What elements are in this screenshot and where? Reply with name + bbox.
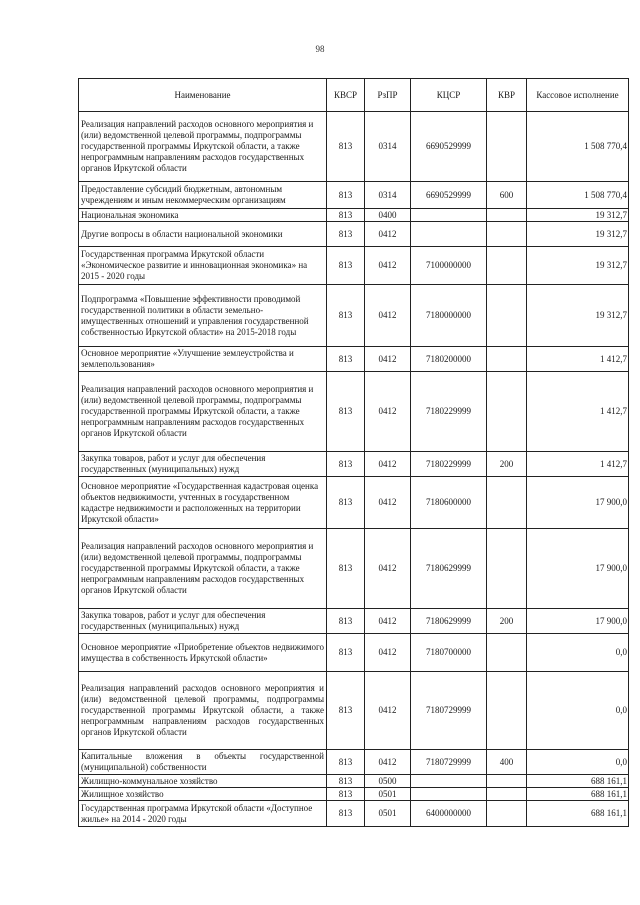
budget-table (78, 78, 629, 827)
row-rzpr: 0412 (365, 477, 411, 529)
row-name: Предоставление субсидий бюджетным, автономным учреждениям и иным некоммерческим организациям (79, 182, 327, 209)
row-name: Жилищно-коммунальное хозяйство (79, 775, 327, 788)
row-kvr (487, 788, 527, 801)
table-row (79, 347, 629, 372)
row-name: Реализация направлений расходов основного мероприятия и (или) ведомственной целевой программы, подпрограммы государственной программы Иркутской области, а также непрограммным направлениям расходов государственных органов Иркутской области (79, 529, 327, 609)
row-sum: 0,0 (527, 672, 629, 750)
row-kvr (487, 477, 527, 529)
row-kvr (487, 112, 527, 182)
row-sum: 1 508 770,4 (527, 182, 629, 209)
row-rzpr: 0412 (365, 452, 411, 477)
row-rzpr: 0501 (365, 801, 411, 827)
row-rzpr: 0412 (365, 222, 411, 247)
row-sum: 1 412,7 (527, 347, 629, 372)
row-sum: 19 312,7 (527, 209, 629, 222)
table-row (79, 477, 629, 529)
row-name: Закупка товаров, работ и услуг для обеспечения государственных (муниципальных) нужд (79, 609, 327, 634)
row-sum: 688 161,1 (527, 801, 629, 827)
row-rzpr: 0501 (365, 788, 411, 801)
row-kvr (487, 672, 527, 750)
row-kvr: 200 (487, 452, 527, 477)
table-row (79, 247, 629, 285)
table-row (79, 529, 629, 609)
row-kcsr: 7180229999 (411, 372, 487, 452)
row-name: Государственная программа Иркутской области «Экономическое развитие и инновационная экономика» на 2015 - 2020 годы (79, 247, 327, 285)
row-kvsr: 813 (327, 801, 365, 827)
row-sum: 0,0 (527, 634, 629, 672)
row-kvsr: 813 (327, 477, 365, 529)
row-sum: 19 312,7 (527, 285, 629, 347)
table-row (79, 634, 629, 672)
row-rzpr: 0412 (365, 372, 411, 452)
row-name: Основное мероприятие «Улучшение землеустройства и землепользования» (79, 347, 327, 372)
table-row (79, 775, 629, 788)
row-kvsr: 813 (327, 634, 365, 672)
row-name: Основное мероприятие «Государственная кадастровая оценка объектов недвижимости, учтенных в государственном кадастре недвижимости и расположенных на территории Иркутской области» (79, 477, 327, 529)
row-kvr: 600 (487, 182, 527, 209)
row-kvsr: 813 (327, 672, 365, 750)
header-kcsr: КЦСР (411, 79, 487, 112)
row-sum: 1 412,7 (527, 452, 629, 477)
table-row (79, 285, 629, 347)
row-kcsr: 7180729999 (411, 750, 487, 775)
row-kcsr: 7100000000 (411, 247, 487, 285)
header-name: Наименование (79, 79, 327, 112)
row-kvsr: 813 (327, 788, 365, 801)
table-header-row (79, 79, 629, 112)
header-kvsr: КВСР (327, 79, 365, 112)
row-rzpr: 0412 (365, 529, 411, 609)
row-rzpr: 0412 (365, 609, 411, 634)
row-kvsr: 813 (327, 285, 365, 347)
table-row (79, 182, 629, 209)
row-kcsr: 7180200000 (411, 347, 487, 372)
row-kcsr: 7180729999 (411, 672, 487, 750)
row-kcsr: 7180229999 (411, 452, 487, 477)
row-name: Закупка товаров, работ и услуг для обеспечения государственных (муниципальных) нужд (79, 452, 327, 477)
row-kvr (487, 529, 527, 609)
row-rzpr: 0500 (365, 775, 411, 788)
row-kcsr (411, 222, 487, 247)
row-sum: 688 161,1 (527, 775, 629, 788)
row-name: Реализация направлений расходов основного мероприятия и (или) ведомственной целевой программы, подпрограммы государственной программы Иркутской области, а также непрограммным направлениям расходов государственных органов Иркутской области (79, 372, 327, 452)
row-rzpr: 0412 (365, 750, 411, 775)
table-row (79, 750, 629, 775)
table-row (79, 609, 629, 634)
row-kvsr: 813 (327, 112, 365, 182)
table-row (79, 222, 629, 247)
table-row (79, 452, 629, 477)
row-name: Государственная программа Иркутской области «Доступное жилье» на 2014 - 2020 годы (79, 801, 327, 827)
row-kvsr: 813 (327, 529, 365, 609)
row-kvr (487, 247, 527, 285)
row-name: Жилищное хозяйство (79, 788, 327, 801)
row-rzpr: 0412 (365, 347, 411, 372)
row-kvr: 200 (487, 609, 527, 634)
row-name: Реализация направлений расходов основного мероприятия и (или) ведомственной целевой программы, подпрограммы государственной программы Иркутской области, а также непрограммным направлениям расходов государственных органов Иркутской области (79, 112, 327, 182)
row-sum: 688 161,1 (527, 788, 629, 801)
row-rzpr: 0412 (365, 634, 411, 672)
row-kvr (487, 347, 527, 372)
row-name: Реализация направлений расходов основного мероприятия и (или) ведомственной целевой программы, подпрограммы государственной программы Иркутской области, а также непрограммным направлениям расходов государственных органов Иркутской области (79, 672, 327, 750)
row-kcsr: 6400000000 (411, 801, 487, 827)
row-name: Капитальные вложения в объекты государственной (муниципальной) собственности (79, 750, 327, 775)
table-row (79, 209, 629, 222)
row-kvsr: 813 (327, 347, 365, 372)
row-name: Подпрограмма «Повышение эффективности проводимой государственной политики в области земельно-имущественных отношений и управления государственной собственностью Иркутской области» на 2015-2018 годы (79, 285, 327, 347)
row-kvr (487, 801, 527, 827)
row-kvr (487, 372, 527, 452)
row-kvsr: 813 (327, 222, 365, 247)
row-sum: 17 900,0 (527, 609, 629, 634)
row-kcsr: 7180629999 (411, 529, 487, 609)
row-sum: 19 312,7 (527, 247, 629, 285)
row-kcsr: 7180000000 (411, 285, 487, 347)
row-rzpr: 0412 (365, 285, 411, 347)
table-row (79, 372, 629, 452)
row-kvsr: 813 (327, 750, 365, 775)
row-kvsr: 813 (327, 372, 365, 452)
row-rzpr: 0412 (365, 247, 411, 285)
row-kvr: 400 (487, 750, 527, 775)
row-name: Другие вопросы в области национальной экономики (79, 222, 327, 247)
row-kvsr: 813 (327, 182, 365, 209)
row-sum: 19 312,7 (527, 222, 629, 247)
row-kvsr: 813 (327, 209, 365, 222)
row-sum: 1 412,7 (527, 372, 629, 452)
table-row (79, 672, 629, 750)
row-kvsr: 813 (327, 247, 365, 285)
row-kcsr: 7180600000 (411, 477, 487, 529)
row-sum: 17 900,0 (527, 477, 629, 529)
row-kvr (487, 285, 527, 347)
row-kvsr: 813 (327, 452, 365, 477)
row-kcsr: 6690529999 (411, 112, 487, 182)
header-sum: Кассовое исполнение (527, 79, 629, 112)
row-sum: 1 508 770,4 (527, 112, 629, 182)
page-number: 98 (315, 44, 325, 54)
header-rzpr: РзПР (365, 79, 411, 112)
row-kcsr (411, 775, 487, 788)
row-name: Национальная экономика (79, 209, 327, 222)
row-kvr (487, 634, 527, 672)
header-kvr: КВР (487, 79, 527, 112)
row-kcsr: 7180700000 (411, 634, 487, 672)
row-kcsr: 7180629999 (411, 609, 487, 634)
row-kvr (487, 222, 527, 247)
row-rzpr: 0314 (365, 182, 411, 209)
row-sum: 17 900,0 (527, 529, 629, 609)
table-row (79, 112, 629, 182)
row-kcsr (411, 788, 487, 801)
row-kvr (487, 775, 527, 788)
row-kcsr (411, 209, 487, 222)
row-kvsr: 813 (327, 609, 365, 634)
row-rzpr: 0400 (365, 209, 411, 222)
row-name: Основное мероприятие «Приобретение объектов недвижимого имущества в собственность Иркутской области» (79, 634, 327, 672)
row-kvsr: 813 (327, 775, 365, 788)
row-rzpr: 0314 (365, 112, 411, 182)
table-row (79, 788, 629, 801)
row-rzpr: 0412 (365, 672, 411, 750)
row-kcsr: 6690529999 (411, 182, 487, 209)
table-row (79, 801, 629, 827)
row-kvr (487, 209, 527, 222)
row-sum: 0,0 (527, 750, 629, 775)
